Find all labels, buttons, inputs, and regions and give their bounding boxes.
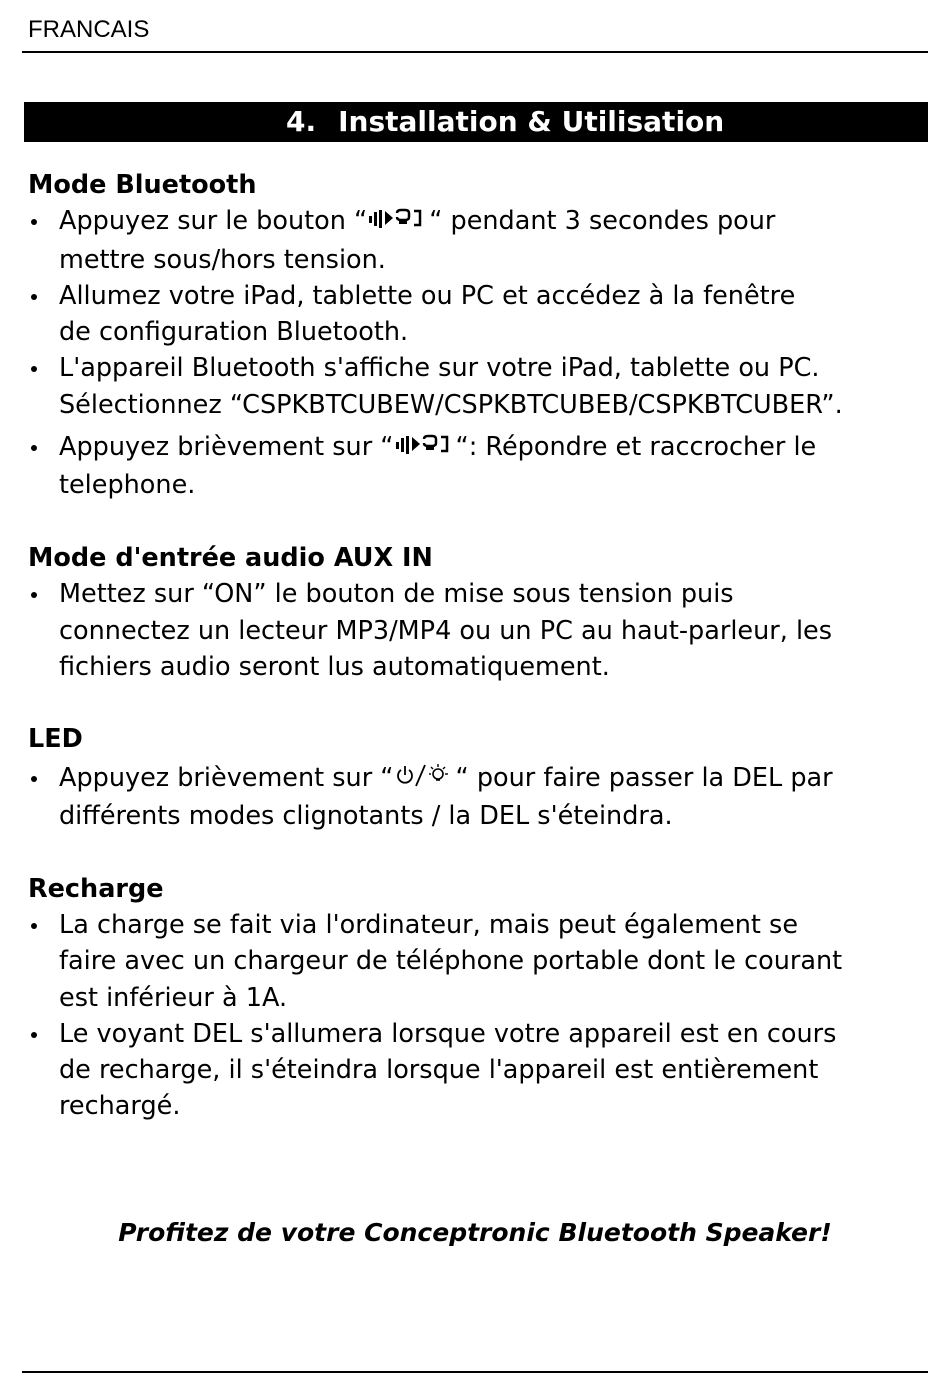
text-line: différents modes clignotants / la DEL s'éteindra. bbox=[59, 801, 673, 832]
text-line: Mettez sur “ON” le bouton de mise sous tension puis bbox=[59, 579, 734, 610]
language-label: FRANCAIS bbox=[28, 16, 150, 43]
text-line: Le voyant DEL s'allumera lorsque votre appareil est en cours bbox=[59, 1018, 837, 1049]
list-item bbox=[28, 350, 928, 423]
text-line: rechargé. bbox=[59, 1091, 181, 1122]
text-line: Sélectionnez “CSPKBTCUBEW/CSPKBTCUBEB/CSPKBTCUBER”. bbox=[59, 389, 843, 420]
list-item bbox=[28, 907, 928, 1016]
list-item bbox=[28, 203, 928, 278]
heading-recharge: Recharge bbox=[28, 873, 164, 904]
text-line: telephone. bbox=[59, 470, 196, 501]
text-line: La charge se fait via l'ordinateur, mais peut également se bbox=[59, 909, 799, 940]
text-line: de configuration Bluetooth. bbox=[59, 317, 409, 348]
text-line: faire avec un chargeur de téléphone portable dont le courant bbox=[59, 946, 843, 977]
power-light-icon bbox=[394, 762, 456, 798]
heading-bluetooth: Mode Bluetooth bbox=[28, 170, 257, 200]
text-line: mettre sous/hors tension. bbox=[59, 244, 386, 275]
text-line: Appuyez brièvement sur “ bbox=[59, 432, 394, 463]
section-title-bar bbox=[24, 102, 928, 142]
section-title: Installation & Utilisation bbox=[338, 105, 725, 138]
text-line: “: Répondre et raccrocher le bbox=[455, 432, 817, 463]
text-line: Appuyez brièvement sur “ bbox=[59, 762, 394, 793]
bluetooth-list bbox=[28, 203, 928, 503]
text-line: est inférieur à 1A. bbox=[59, 982, 288, 1013]
heading-aux: Mode d'entrée audio AUX IN bbox=[28, 542, 433, 573]
bottom-rule bbox=[22, 1371, 928, 1373]
recharge-list bbox=[28, 907, 928, 1125]
list-item bbox=[28, 278, 928, 351]
list-item bbox=[28, 576, 928, 685]
text-line: fichiers audio seront lus automatiquement. bbox=[59, 651, 610, 682]
text-line: “ pendant 3 secondes pour bbox=[429, 206, 776, 237]
text-line: connectez un lecteur MP3/MP4 ou un PC au haut-parleur, les bbox=[59, 615, 833, 646]
text-line: “ pour faire passer la DEL par bbox=[455, 762, 833, 793]
footer-tagline: Profitez de votre Conceptronic Bluetooth Speaker! bbox=[118, 1218, 832, 1247]
text-line: Allumez votre iPad, tablette ou PC et accédez à la fenêtre bbox=[59, 280, 796, 311]
text-line: de recharge, il s'éteindra lorsque l'appareil est entièrement bbox=[59, 1055, 819, 1086]
main-content bbox=[28, 167, 928, 1125]
text-line: L'appareil Bluetooth s'affiche sur votre iPad, tablette ou PC. bbox=[59, 353, 820, 384]
aux-list bbox=[28, 576, 928, 685]
heading-led: LED bbox=[28, 724, 83, 755]
list-item bbox=[28, 429, 928, 504]
list-item bbox=[28, 1016, 928, 1125]
play-phone-icon bbox=[394, 431, 456, 467]
play-phone-icon bbox=[367, 205, 429, 241]
led-list bbox=[28, 760, 928, 835]
section-number: 4. bbox=[286, 105, 317, 138]
list-item bbox=[28, 760, 928, 835]
top-rule bbox=[22, 51, 928, 53]
text-line: Appuyez sur le bouton “ bbox=[59, 206, 368, 237]
